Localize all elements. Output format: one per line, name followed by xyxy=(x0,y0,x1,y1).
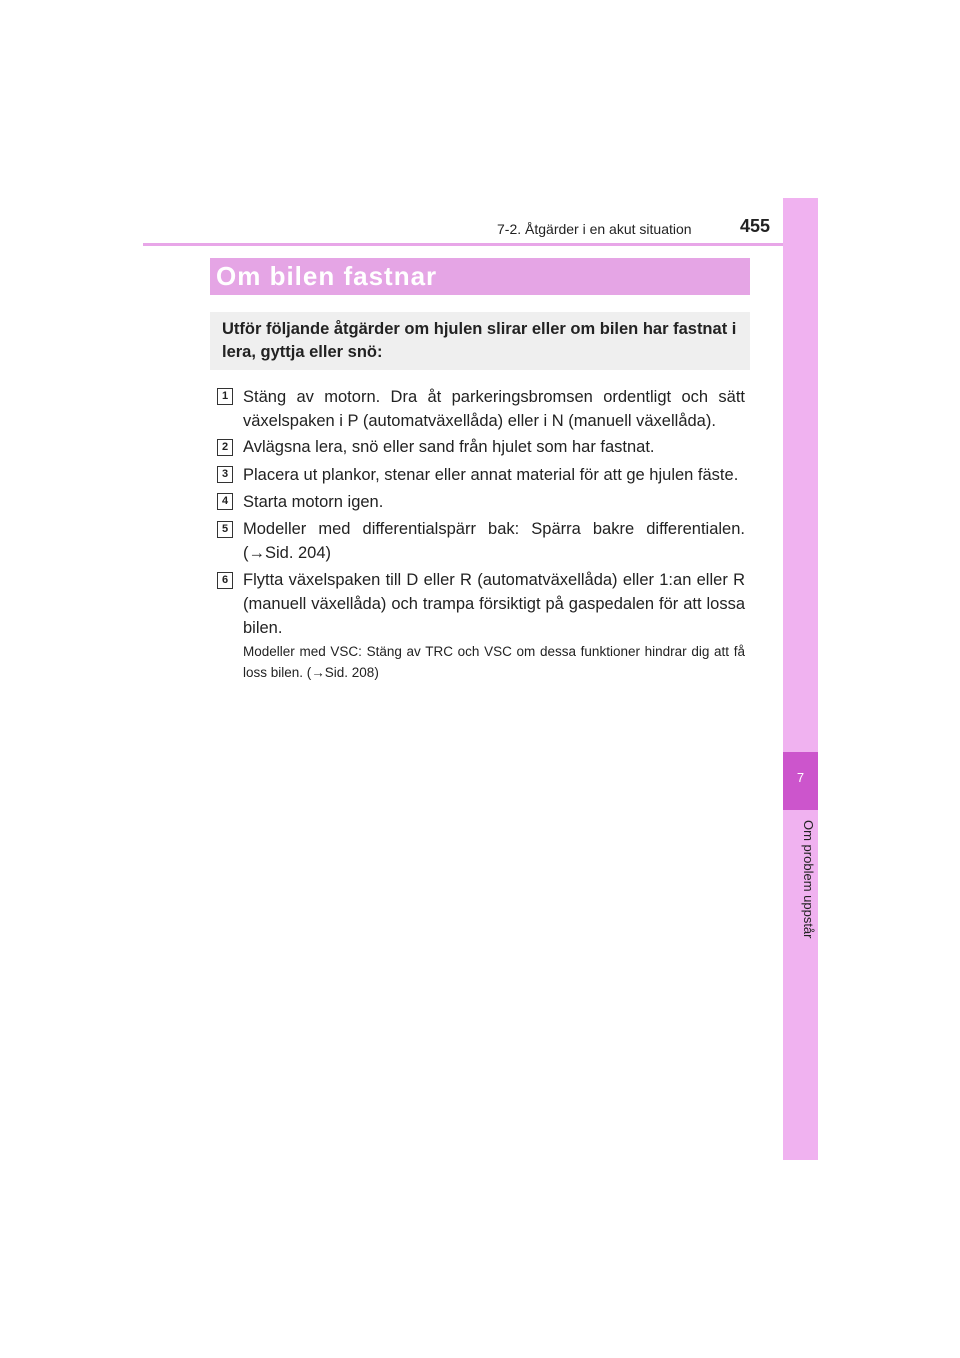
step-number-4: 4 xyxy=(217,493,233,510)
step-text-2: Avlägsna lera, snö eller sand från hjulet som har fastnat. xyxy=(243,438,655,456)
note-text: Modeller med VSC: Stäng av TRC och VSC om dessa funktioner hindrar dig att få loss bilen. (→Sid. 208) xyxy=(243,644,745,680)
page-title: Om bilen fastnar xyxy=(216,261,438,291)
intro-text: Utför följande åtgärder om hjulen slirar eller om bilen har fastnat i lera, gyttja eller snö: xyxy=(222,320,737,361)
step-number-3: 3 xyxy=(217,466,233,483)
page-number: 455 xyxy=(740,216,771,236)
step-number-5: 5 xyxy=(217,521,233,538)
step-text-5: Modeller med differentialspärr bak: Spärra bakre differentialen. (→Sid. 204) xyxy=(243,520,745,562)
chapter-label: Om problem uppstår xyxy=(801,820,816,939)
step-number-1: 1 xyxy=(217,388,233,405)
header-divider xyxy=(143,243,818,246)
chapter-side-tab xyxy=(783,198,818,1160)
step-text-1: Stäng av motorn. Dra åt parkeringsbromsen ordentligt och sätt växelspaken i P (automatväxellåda) eller i N (manuell växellåda). xyxy=(243,388,745,430)
step-text-6: Flytta växelspaken till D eller R (automatväxellåda) eller 1:an eller R (manuell växellåda) och trampa försiktigt på gaspedalen för att lossa bilen. xyxy=(243,571,745,637)
step-text-4: Starta motorn igen. xyxy=(243,493,384,511)
chapter-number: 7 xyxy=(796,770,805,785)
section-path: 7-2. Åtgärder i en akut situation xyxy=(497,221,692,237)
step-number-6: 6 xyxy=(217,572,233,589)
step-number-2: 2 xyxy=(217,439,233,456)
step-text-3: Placera ut plankor, stenar eller annat material för att ge hjulen fäste. xyxy=(243,466,739,484)
